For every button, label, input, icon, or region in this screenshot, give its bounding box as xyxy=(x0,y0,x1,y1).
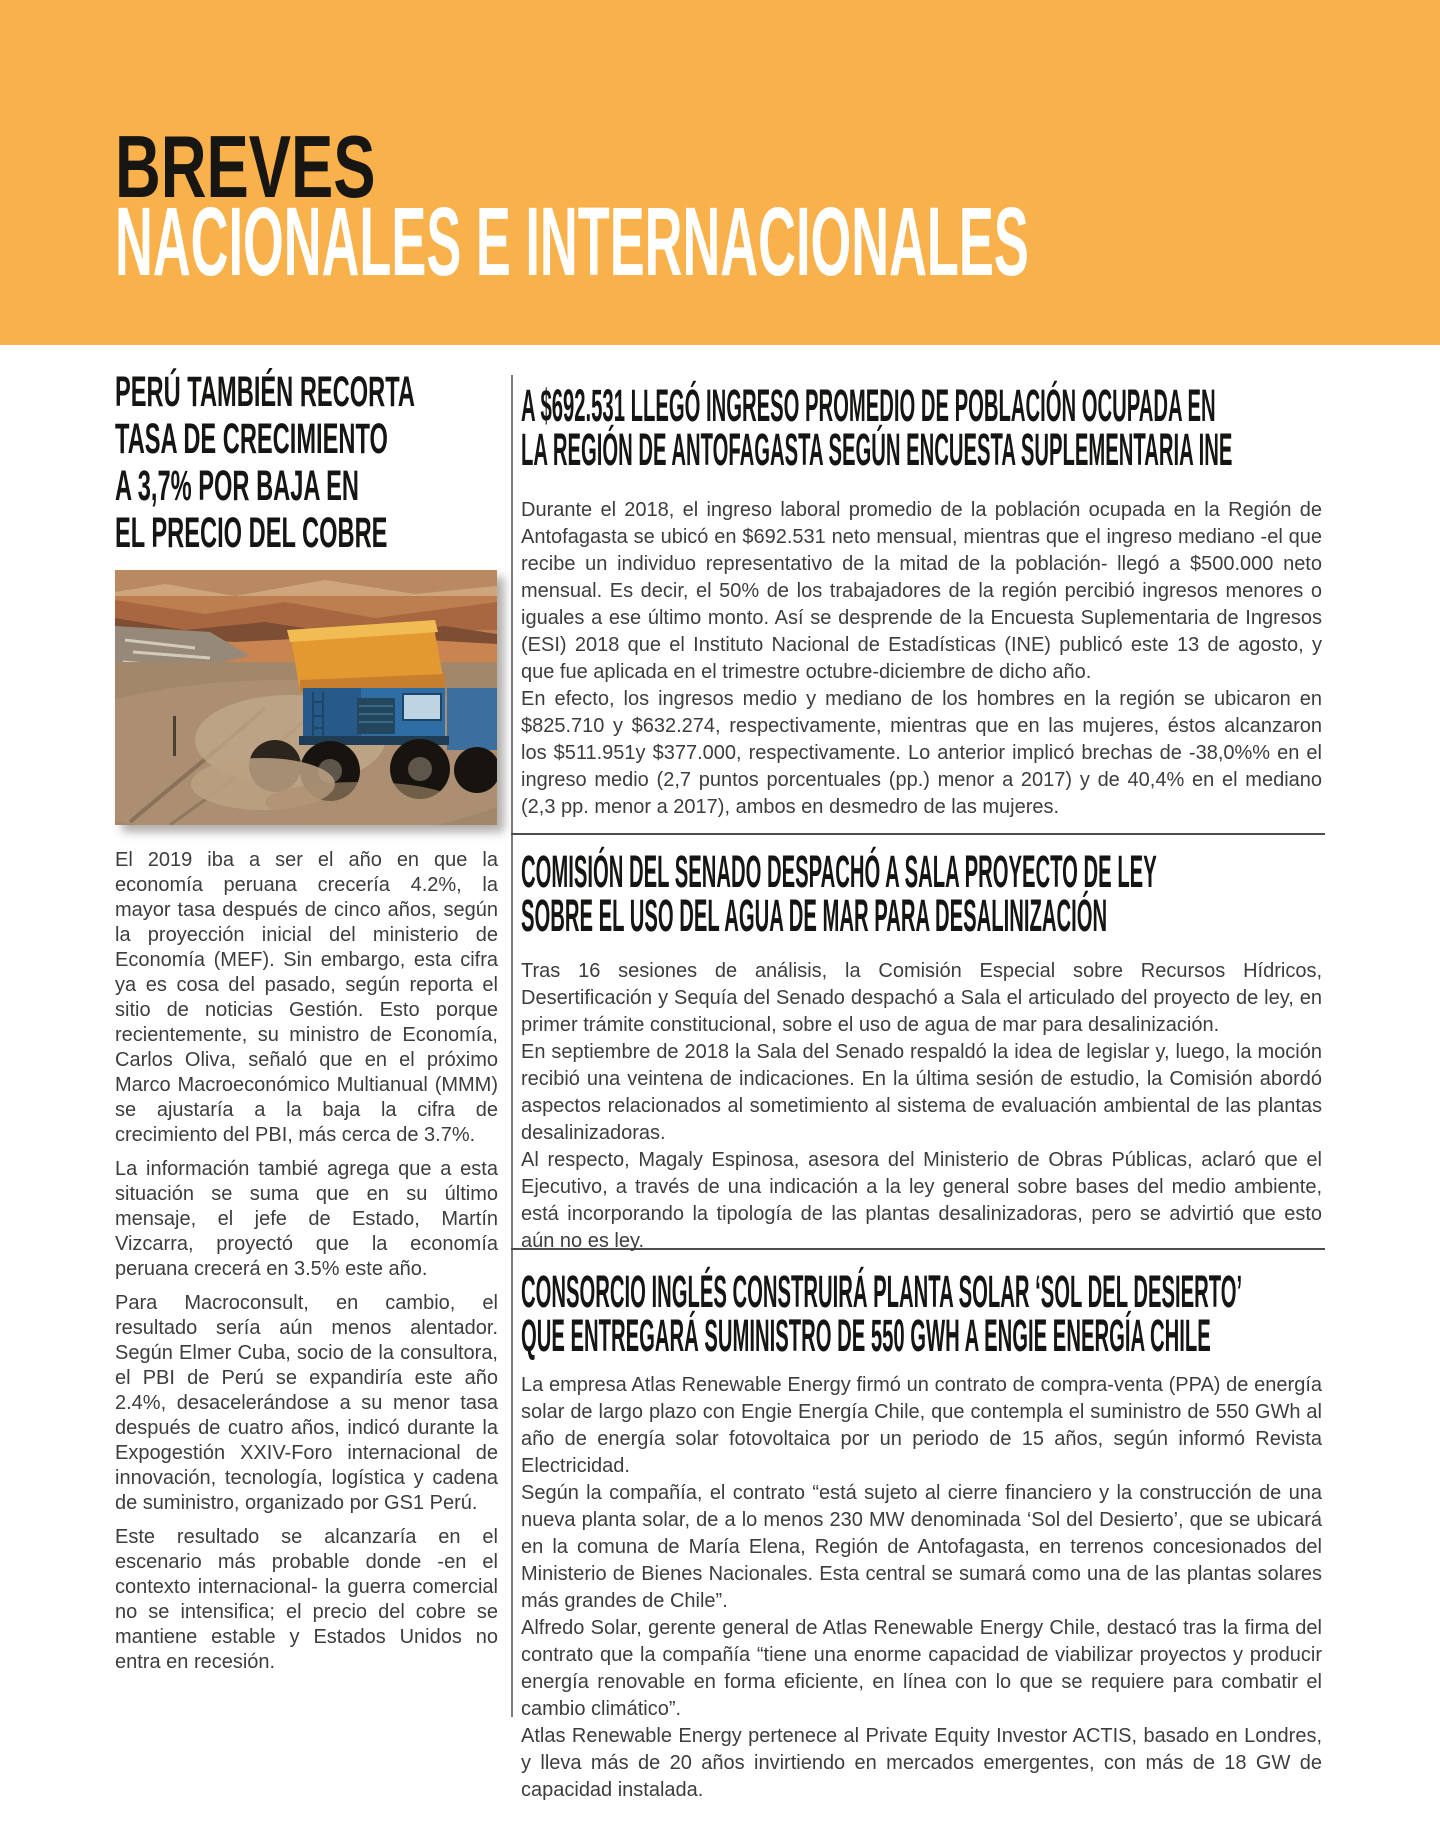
paragraph: Al respecto, Magaly Espinosa, asesora del Ministerio de Obras Públicas, aclaró que el Ejecutivo, a través de una indicación a la ley general sobre bases del medio ambiente, está incorporando la tipología de las plantas desalinizadoras, pero se advirtió que esto aún no es ley. xyxy=(521,1149,1322,1252)
banner-kicker-text: BREVES xyxy=(115,117,376,216)
mine-truck-photo xyxy=(115,570,497,825)
banner-title xyxy=(115,186,1440,298)
banner-title-text: NACIONALES E INTERNACIONALES xyxy=(115,187,1029,296)
left-article-body xyxy=(115,848,498,1684)
paragraph: Para Macroconsult, en cambio, el resultado sería aún menos alentador. Según Elmer Cuba, socio de la consultora, el PBI de Perú se expandiría este año 2.4%, desacelerándose a su menor tasa después de cuatro años, indicó durante la Expogestión XXIV-Foro internacional de innovación, tecnología, logística y cadena de suministro, organizado por GS1 Perú. xyxy=(115,1292,498,1514)
article-1-headline xyxy=(521,380,1331,475)
article-2-headline xyxy=(521,846,1331,941)
paragraph: Este resultado se alcanzaría en el escenario más probable donde -en el contexto internacional- la guerra comercial no se intensifica; el precio del cobre se mantiene estable y Estados Unidos no entra en recesión. xyxy=(115,1526,498,1673)
column-divider xyxy=(511,375,513,1717)
article-2-body xyxy=(521,958,1322,1255)
headline-line: SOBRE EL USO DEL AGUA DE MAR PARA DESALINIZACIÓN xyxy=(521,890,1108,941)
headline-line: COMISIÓN DEL SENADO DESPACHÓ A SALA PROYECTO DE LEY xyxy=(521,846,1157,897)
headline-line: LA REGIÓN DE ANTOFAGASTA SEGÚN ENCUESTA SUPLEMENTARIA INE xyxy=(521,424,1233,475)
headline-line: A 3,7% POR BAJA EN xyxy=(115,462,360,510)
article-3-body xyxy=(521,1372,1322,1804)
paragraph: Tras 16 sesiones de análisis, la Comisión Especial sobre Recursos Hídricos, Desertificación y Sequía del Senado despachó a Sala el articulado del proyecto de ley, en primer trámite constitucional, sobre el uso de agua de mar para desalinización. xyxy=(521,960,1322,1036)
article-3-headline xyxy=(521,1266,1331,1361)
paragraph: Según la compañía, el contrato “está sujeto al cierre financiero y la construcción de una nueva planta solar, de a lo menos 230 MW denominada ‘Sol del Desierto’, que se ubicará en la comuna de María Elena, Región de Antofagasta, en terrenos concesionados del Ministerio de Bienes Nacionales. Esta central se sumará como una de las plantas solares más grandes de Chile”. xyxy=(521,1482,1322,1612)
paragraph: El 2019 iba a ser el año en que la economía peruana crecería 4.2%, la mayor tasa después de cinco años, según la proyección inicial del ministerio de Economía (MEF). Sin embargo, esta cifra ya es cosa del pasado, según reporta el sitio de noticias Gestión. Esto porque recientemente, su ministro de Economía, Carlos Oliva, señaló que en el próximo Marco Macroeconómico Multianual (MMM) se ajustaría a la baja la cifra de crecimiento del PBI, más cerca de 3.7%. xyxy=(115,849,498,1146)
headline-line: EL PRECIO DEL COBRE xyxy=(115,509,388,557)
headline-line: PERÚ TAMBIÉN RECORTA xyxy=(115,368,416,416)
paragraph: En septiembre de 2018 la Sala del Senado respaldó la idea de legislar y, luego, la moción recibió una veintena de indicaciones. En la última sesión de estudio, la Comisión abordó aspectos relacionados al sometimiento al sistema de evaluación ambiental de las plantas desalinizadoras. xyxy=(521,1041,1322,1144)
paragraph: Atlas Renewable Energy pertenece al Private Equity Investor ACTIS, basado en Londres, y lleva más de 20 años invirtiendo en mercados emergentes, con más de 18 GW de capacidad instalada. xyxy=(521,1725,1322,1801)
headline-line: QUE ENTREGARÁ SUMINISTRO DE 550 GWH A ENGIE ENERGÍA CHILE xyxy=(521,1310,1211,1361)
paragraph: Durante el 2018, el ingreso laboral promedio de la población ocupada en la Región de Antofagasta se ubicó en $692.531 neto mensual, mientras que el ingreso mediano -el que recibe un individuo representativo de la mitad de la población- llegó a $500.000 neto mensual. Es decir, el 50% de los trabajadores de la región percibió ingresos menores o iguales a ese último monto. Así se desprende de la Encuesta Suplementaria de Ingresos (ESI) 2018 que el Instituto Nacional de Estadísticas (INE) publicó este 13 de agosto, y que fue aplicada en el trimestre octubre-diciembre de dicho año. xyxy=(521,499,1322,683)
headline-line: TASA DE CRECIMIENTO xyxy=(115,415,388,463)
paragraph: Alfredo Solar, gerente general de Atlas Renewable Energy Chile, destacó tras la firma del contrato que la compañía “tiene una enorme capacidad de viabilizar proyectos y producir energía renovable en forma eficiente, en línea con lo que se requiere para combatir el cambio climático”. xyxy=(521,1617,1322,1720)
left-article-headline xyxy=(115,368,497,556)
mine-truck-illustration xyxy=(115,570,497,825)
banner xyxy=(0,0,1440,345)
paragraph: La empresa Atlas Renewable Energy firmó un contrato de compra-venta (PPA) de energía solar de largo plazo con Engie Energía Chile, que contempla el suministro de 550 GWh al año de energía solar fotovoltaica por un periodo de 15 años, según informó Revista Electricidad. xyxy=(521,1374,1322,1477)
article-1-body xyxy=(521,497,1322,821)
section-divider-1 xyxy=(511,833,1325,835)
headline-line: A $692.531 LLEGÓ INGRESO PROMEDIO DE POBLACIÓN OCUPADA EN xyxy=(521,380,1216,431)
paragraph: La información tambié agrega que a esta situación se suma que en su último mensaje, el jefe de Estado, Martín Vizcarra, proyectó que la economía peruana crecerá en 3.5% este año. xyxy=(115,1158,498,1280)
headline-line: CONSORCIO INGLÉS CONSTRUIRÁ PLANTA SOLAR ‘SOL DEL DESIERTO’ xyxy=(521,1266,1243,1317)
paragraph: En efecto, los ingresos medio y mediano de los hombres en la región se ubicaron en $825.710 y $632.274, respectivamente, mientras que en las mujeres, éstos alcanzaron los $511.951y $377.000, respectivamente. Lo anterior implicó brechas de -38,0%% en el ingreso medio (2,7 puntos porcentuales (pp.) menor a 2017) y de 40,4% en el mediano (2,3 pp. menor a 2017), ambos en desmedro de las mujeres. xyxy=(521,688,1322,818)
